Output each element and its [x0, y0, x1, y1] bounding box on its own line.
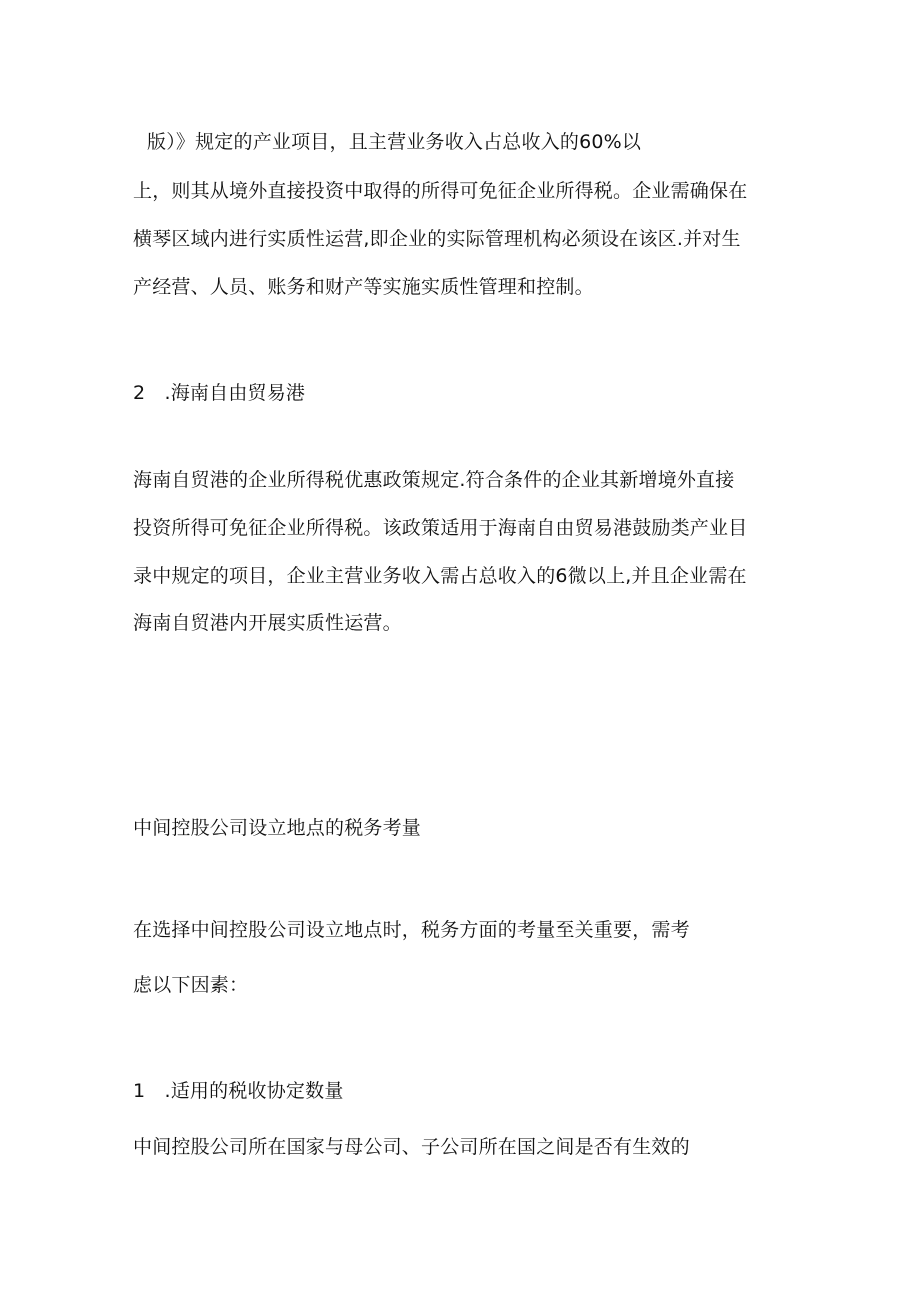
- paragraph-line: 海南自贸港的企业所得税优惠政策规定.符合条件的企业其新增境外直接: [133, 469, 735, 491]
- paragraph-line: 中间控股公司所在国家与母公司、子公司所在国之间是否有生效的: [133, 1136, 690, 1158]
- section-heading-hainan: 2 .海南自由贸易港: [133, 382, 306, 404]
- paragraph-line: 海南自贸港内开展实质性运营。: [133, 612, 402, 634]
- paragraph-line: 产经营、人员、账务和财产等实施实质性管理和控制。: [133, 276, 594, 298]
- paragraph-line: 投资所得可免征企业所得税。该政策适用于海南自由贸易港鼓励类产业目: [133, 517, 748, 539]
- section-title: 中间控股公司设立地点的税务考量: [133, 817, 422, 839]
- paragraph-line: 上，则其从境外直接投资中取得的所得可免征企业所得税。企业需确保在: [133, 180, 748, 202]
- paragraph-line: 横琴区域内进行实质性运营,即企业的实际管理机构必须设在该区.并对生: [133, 228, 741, 250]
- section-heading-treaty: 1 .适用的税收协定数量: [133, 1080, 344, 1102]
- paragraph-line: 在选择中间控股公司设立地点时，税务方面的考量至关重要，需考: [133, 919, 690, 941]
- paragraph-line: 版）》规定的产业项目，且主营业务收入占总收入的60%以: [147, 131, 642, 153]
- paragraph-line: 录中规定的项目，企业主营业务收入需占总收入的6微以上,并且企业需在: [133, 565, 747, 587]
- paragraph-line: 虑以下因素：: [133, 974, 249, 996]
